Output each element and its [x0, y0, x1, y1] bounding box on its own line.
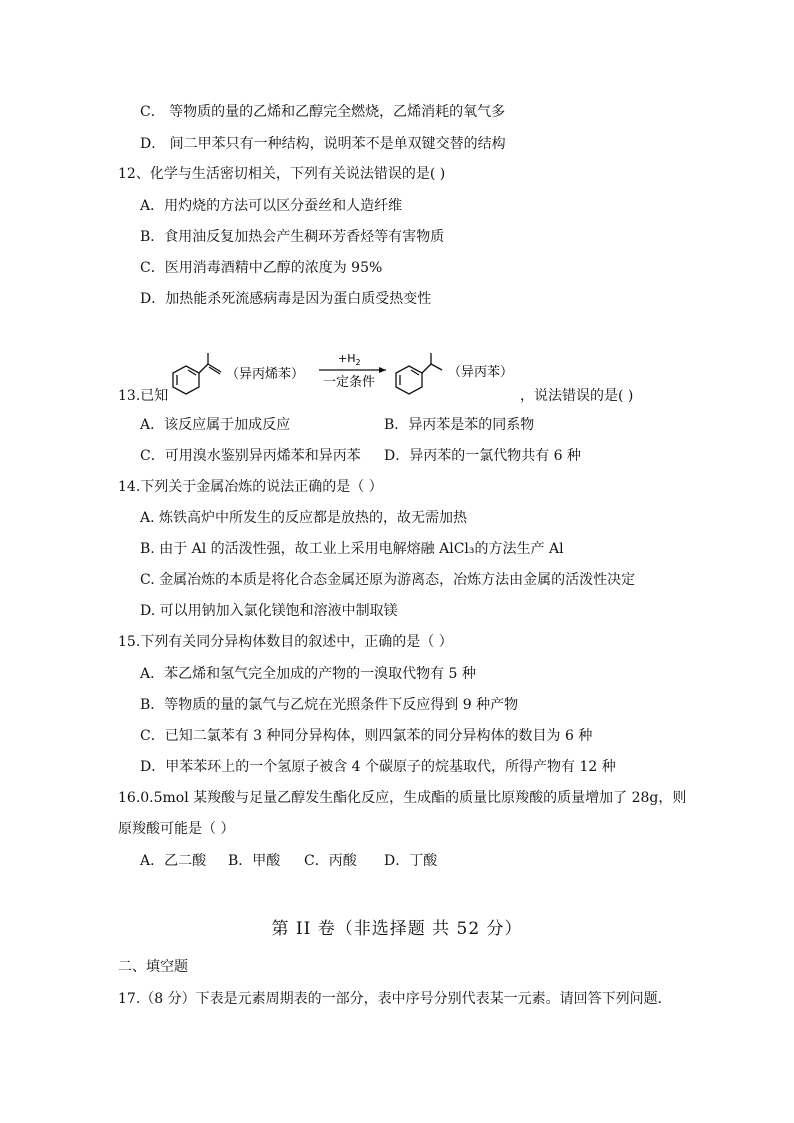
q16-stem-line2: 原羧酸可能是（ ） — [118, 821, 235, 837]
q13-option-b: B．异丙苯是苯的同系物 — [384, 417, 535, 433]
q13-stem-prefix: 13.已知 — [118, 388, 169, 404]
cumene-structure — [396, 353, 442, 394]
q12-option-c: C．医用消毒酒精中乙醇的浓度为 95% — [140, 260, 383, 276]
q15-option-a: A．苯乙烯和氢气完全加成的产物的一溴取代物有 5 种 — [140, 666, 476, 682]
q12-option-d: D．加热能杀死流感病毒是因为蛋白质受热变性 — [140, 291, 432, 307]
q16-option-b: B．甲酸 — [228, 853, 281, 869]
q12-option-b: B．食用油反复加热会产生稠环芳香烃等有害物质 — [140, 229, 445, 245]
q14-option-b: B. 由于 Al 的活泼性强，故工业上采用电解熔融 AlCl₃的方法生产 Al — [140, 541, 564, 557]
q13-option-c: C．可用溴水鉴别异丙烯苯和异丙苯 — [140, 448, 361, 464]
q14-option-d: D. 可以用钠加入氯化镁饱和溶液中制取镁 — [140, 603, 398, 619]
reaction-condition: 一定条件 — [323, 375, 376, 390]
isopropenylbenzene-structure — [173, 353, 221, 394]
q16-stem-line1: 16.0.5mol 某羧酸与足量乙醇发生酯化反应，生成酯的质量比原羧酸的质量增加了 28g，则 — [118, 790, 687, 806]
q15-option-c: C．已知二氯苯有 3 种同分异构体，则四氯苯的同分异构体的数目为 6 种 — [140, 728, 593, 744]
q11-option-c: C． 等物质的量的乙烯和乙醇完全燃烧，乙烯消耗的氧气多 — [140, 104, 506, 120]
q14-option-a: A. 炼铁高炉中所发生的反应都是放热的，故无需加热 — [140, 510, 468, 526]
reactant-name: （异丙烯苯） — [226, 367, 305, 382]
q14-option-c: C. 金属冶炼的本质是将化合态金属还原为游离态，冶炼方法由金属的活泼性决定 — [140, 572, 636, 588]
q17-stem: 17.（8 分）下表是元素周期表的一部分，表中序号分别代表某一元素。请回答下列问题． — [118, 991, 672, 1007]
section-title: 第 II 卷（非选择题 共 52 分） — [271, 919, 523, 939]
q11-option-d: D． 间二甲苯只有一种结构，说明苯不是单双键交替的结构 — [140, 136, 506, 152]
arrow-head — [379, 367, 386, 373]
q13-stem-suffix: ，说法错误的是( ) — [520, 388, 634, 404]
reagent-label: $+H_2$ — [338, 352, 361, 367]
q16-option-c: C．丙酸 — [304, 853, 357, 869]
q16-option-a: A．乙二酸 — [140, 853, 207, 869]
q15-stem: 15.下列有关同分异构体数目的叙述中，正确的是（ ） — [118, 634, 453, 650]
section-subheading: 二、填空题 — [118, 959, 188, 975]
product-name: （异丙苯） — [448, 365, 514, 380]
q12-stem: 12、化学与生活密切相关，下列有关说法错误的是( ) — [118, 166, 446, 182]
q14-stem: 14.下列关于金属冶炼的说法正确的是（ ） — [118, 479, 383, 495]
reaction-scheme — [166, 350, 526, 396]
q13-option-d: D．异丙苯的一氯代物共有 6 种 — [384, 448, 582, 464]
q15-option-d: D．甲苯苯环上的一个氢原子被含 4 个碳原子的烷基取代，所得产物有 12 种 — [140, 759, 616, 775]
q16-option-d: D．丁酸 — [384, 853, 438, 869]
q12-option-a: A．用灼烧的方法可以区分蚕丝和人造纤维 — [140, 198, 403, 214]
q15-option-b: B．等物质的量的氯气与乙烷在光照条件下反应得到 9 种产物 — [140, 697, 519, 713]
q13-option-a: A．该反应属于加成反应 — [140, 417, 291, 433]
